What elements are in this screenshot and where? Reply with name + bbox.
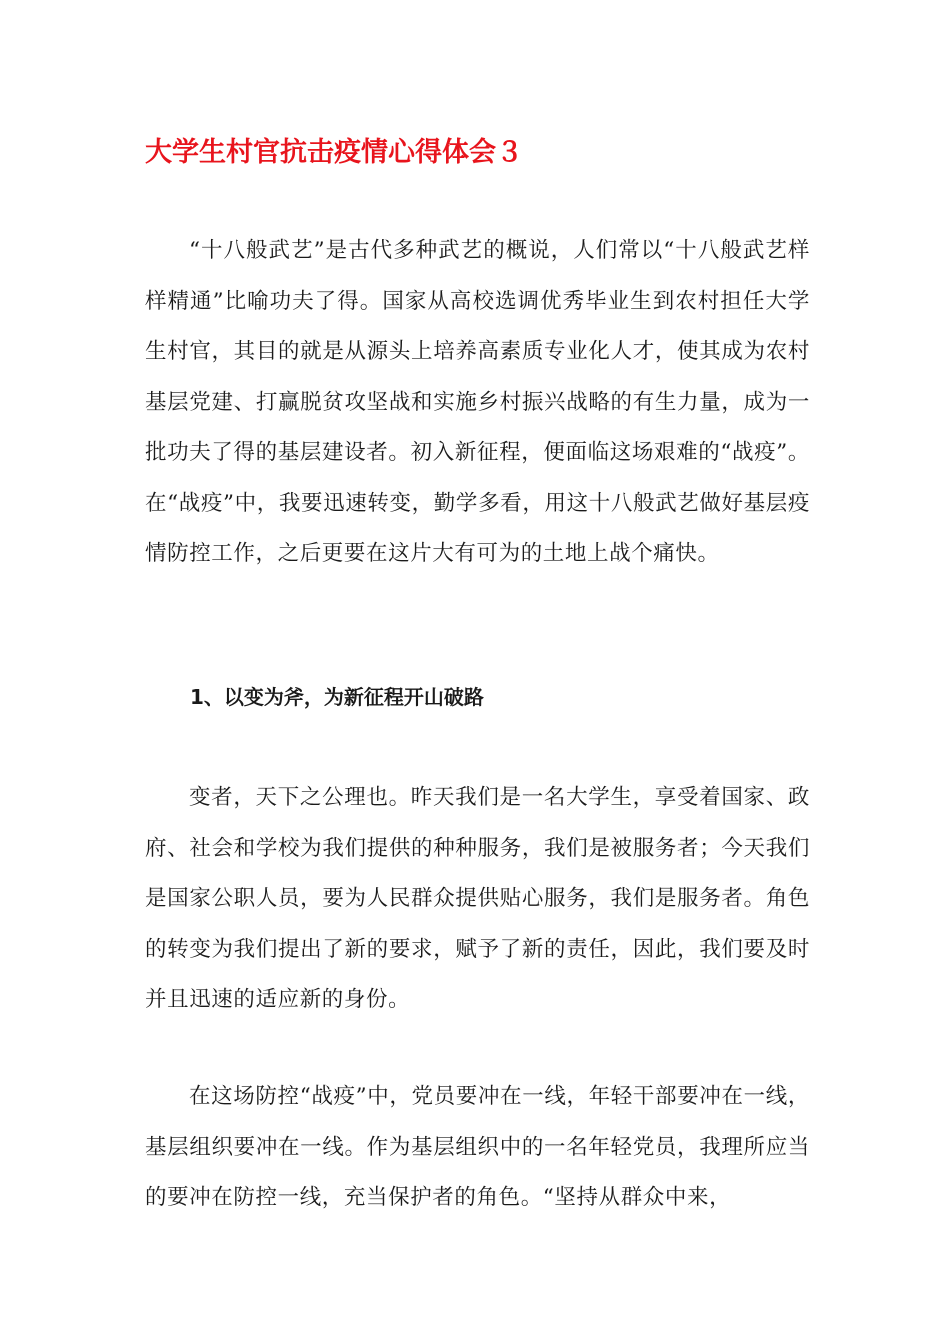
- intro-paragraph: “十八般武艺”是古代多种武艺的概说，人们常以“十八般武艺样样精通”比喻功夫了得。国家从高校选调优秀毕业生到农村担任大学生村官，其目的就是从源头上培养高素质专业化人才，使其成为农村基层党建、打赢脱贫攻坚战和实施乡村振兴战略的有生力量，成为一批功夫了得的基层建设者。初入新征程，便面临这场艰难的“战疫”。在“战疫”中，我要迅速转变，勤学多看，用这十八般武艺做好基层疫情防控工作，之后更要在这片大有可为的土地上战个痛快。: [145, 238, 810, 566]
- document-title: 大学生村官抗击疫情心得体会３: [145, 137, 523, 168]
- body-paragraph-2: 在这场防控“战疫”中，党员要冲在一线，年轻干部要冲在一线，基层组织要冲在一线。作为基层组织中的一名年轻党员，我理所应当的要冲在防控一线，充当保护者的角色。“坚持从群众中来，: [145, 1084, 810, 1210]
- body-paragraph-1: 变者，天下之公理也。昨天我们是一名大学生，享受着国家、政府、社会和学校为我们提供的种种服务，我们是被服务者；今天我们是国家公职人员，要为人民群众提供贴心服务，我们是服务者。角色的转变为我们提出了新的要求，赋予了新的责任，因此，我们要及时并且迅速的适应新的身份。: [145, 785, 810, 1012]
- section-heading: 1、以变为斧，为新征程开山破路: [190, 685, 484, 709]
